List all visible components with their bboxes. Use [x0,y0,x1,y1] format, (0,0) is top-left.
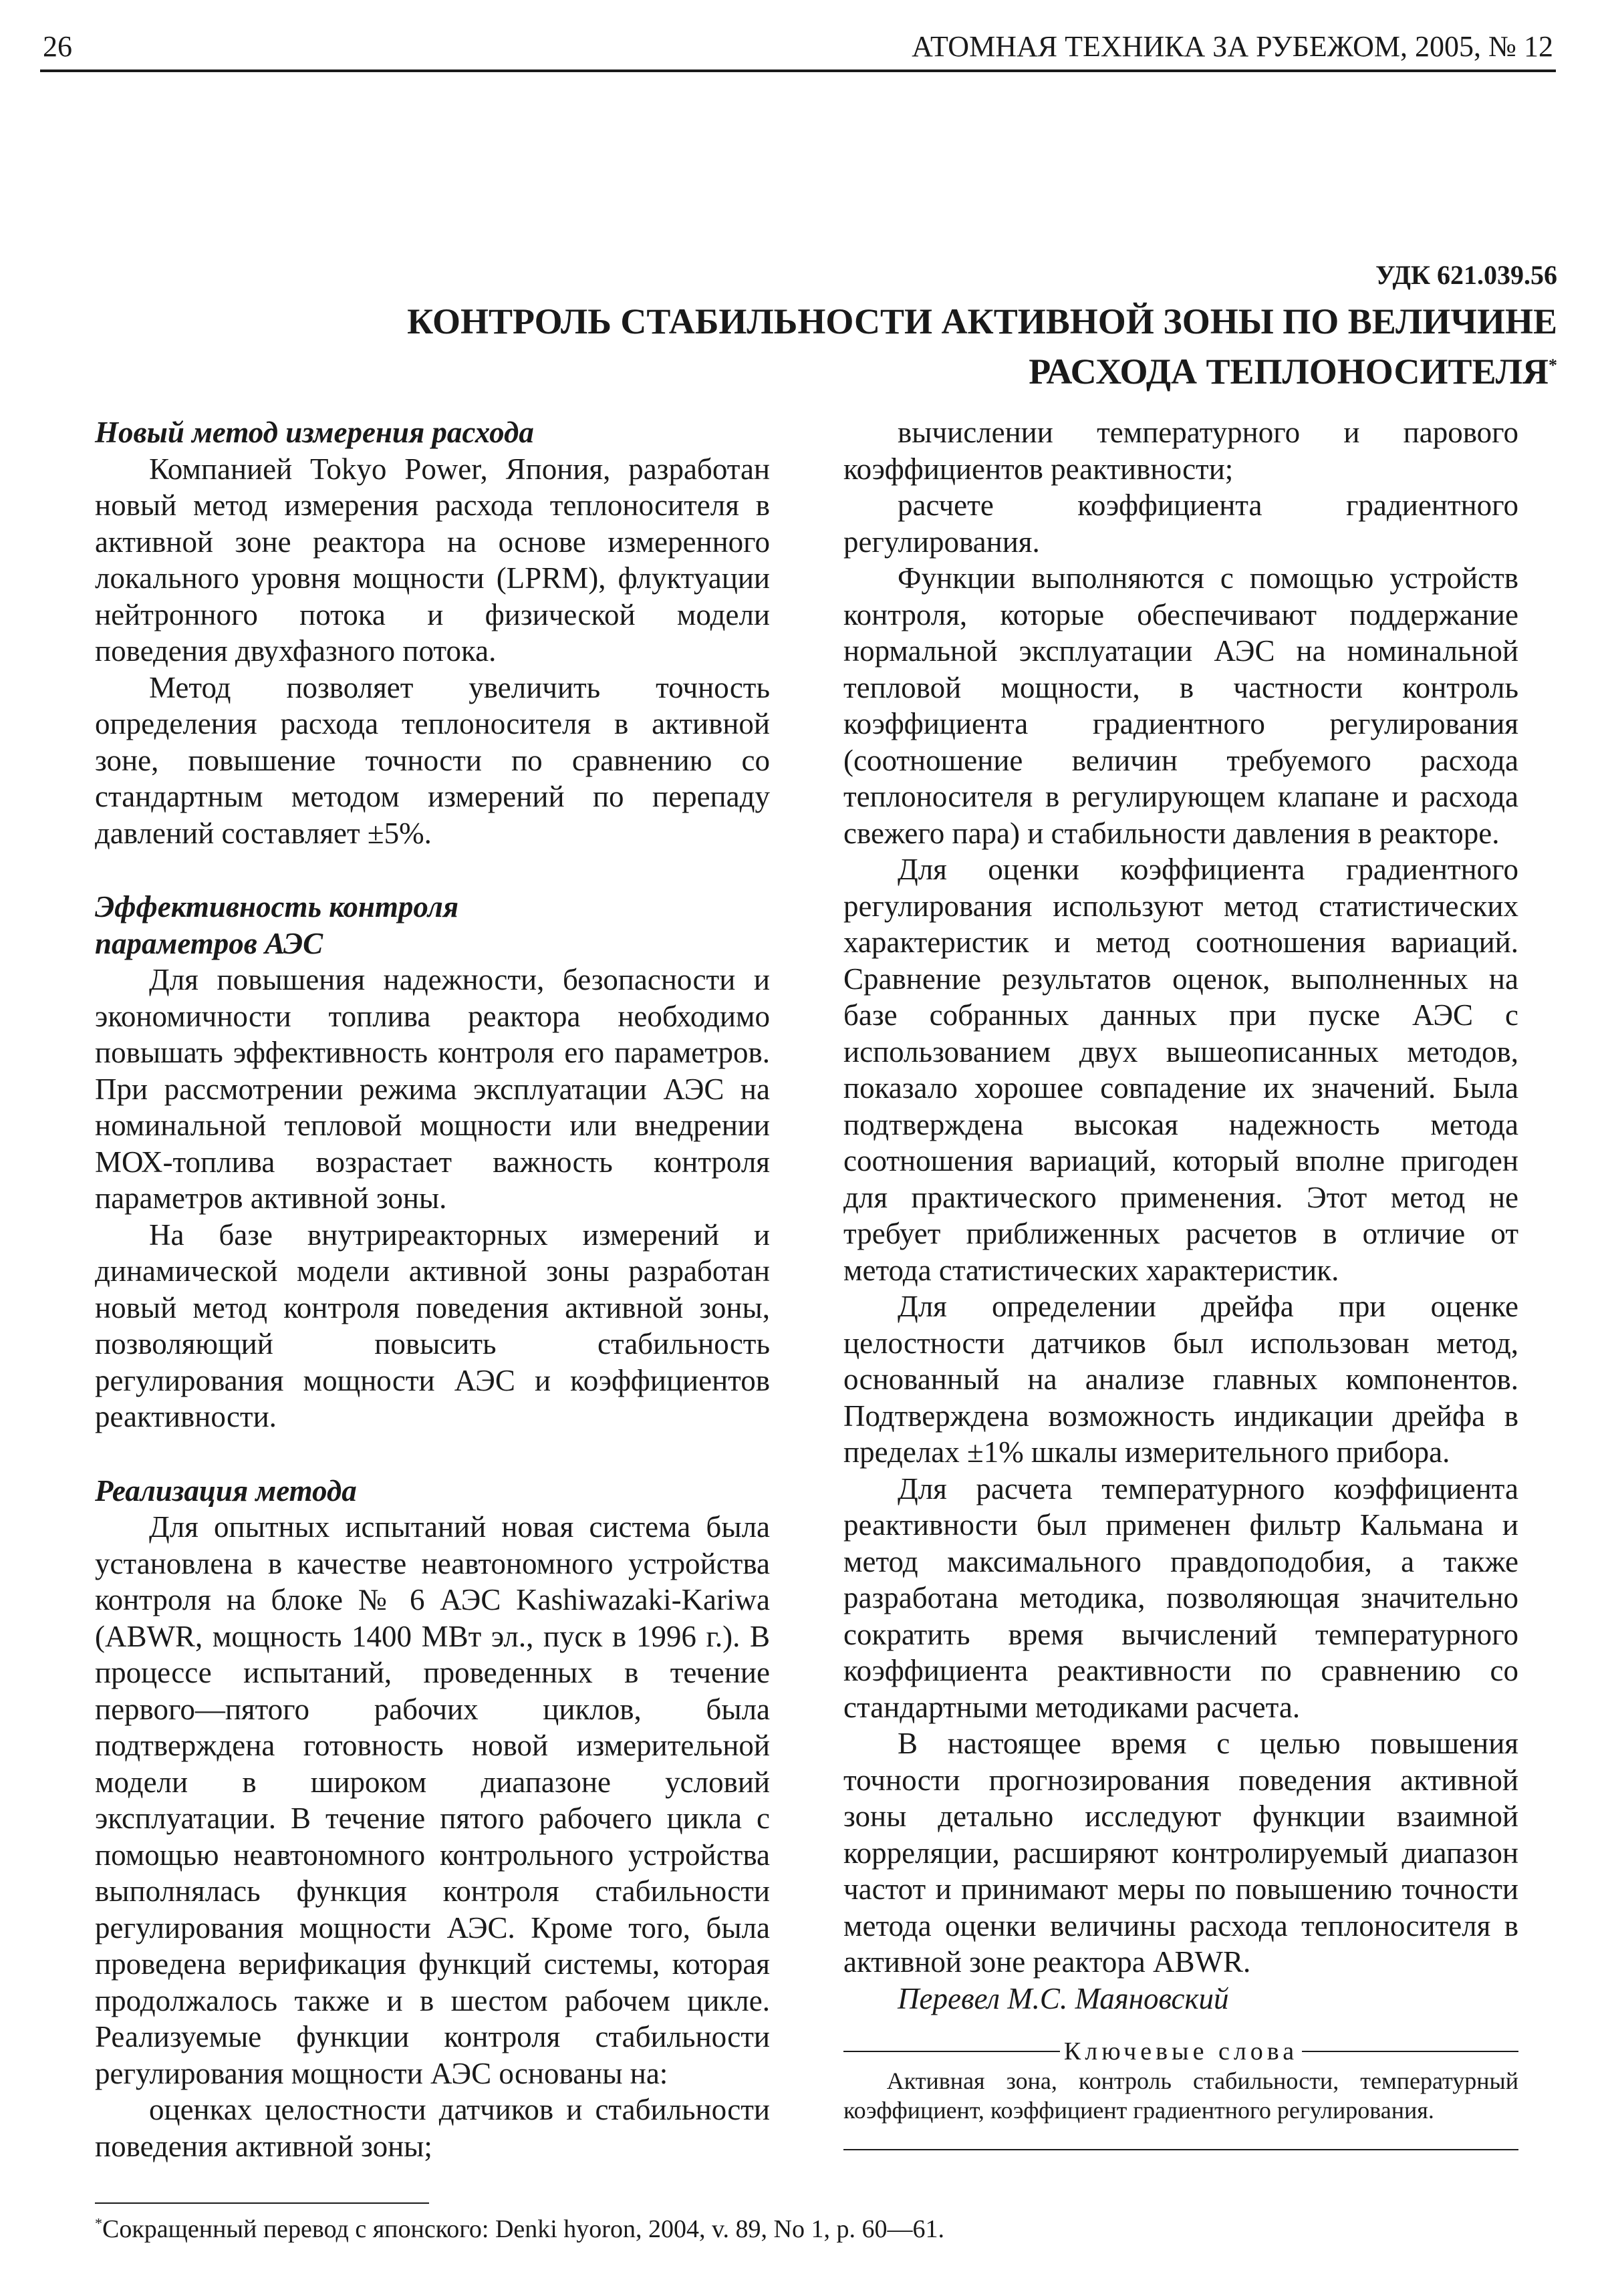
udk-code: УДК 621.039.56 [1375,260,1557,290]
footnote-text: Сокращенный перевод с японского: Denki hyoron, 2004, v. 89, No 1, p. 60—61. [102,2215,944,2243]
paragraph: Для повышения надежности, безопасности и экономичности топлива реактора необходимо повышать эффективность контроля его параметров. При рассмотрении режима эксплуатации АЭС на номинальной тепловой мощности или внедрении МОХ-топлива возрастает важность контроля параметров активной зоны. [95,963,770,1215]
page-number: 26 [43,30,72,63]
paragraph: расчете коэффициента градиентного регулирования. [843,488,1518,559]
keywords-label: Ключевые слова [1063,2037,1299,2065]
paragraph: вычислении температурного и парового коэффициентов реактивности; [843,416,1518,486]
journal-title: АТОМНАЯ ТЕХНИКА ЗА РУБЕЖОМ, 2005, № 12 [912,30,1553,63]
footnote-rule [95,2202,429,2204]
section-heading-efficiency-line-1: Эффективность контроля [95,890,459,923]
section-heading-implementation: Реализация метода [95,1473,357,1508]
section-heading-efficiency [95,889,770,962]
paragraph: Компанией Tokyo Power, Япония, разработан новый метод измерения расхода теплоносителя в активной зоне реактора на основе измеренного локального уровня мощности (LPRM), флуктуации нейтронного потока и физической модели поведения двухфазного потока. [95,452,770,668]
article-title [221,299,1557,394]
keywords-heading [843,2037,1518,2066]
paragraph: Для опытных испытаний новая система была установлена в качестве неавтономного устройства контроля на блоке № 6 АЭС Kashiwazaki-Kariwa (ABWR, мощность 1400 МВт эл., пуск в 1996 г.). В процессе испытаний, проведенных в течение первого—пятого рабочих циклов, была подтверждена готовность новой измерительной модели в широком диапазоне условий эксплуатации. В течение пятого рабочего цикла с помощью неавтономного контрольного устройства выполнялась функция контроля стабильности регулирования мощности АЭС. Кроме того, была проведена верификация функций системы, которая продолжалось также и в шестом рабочем цикле. Реализуемые функции контроля стабильности регулирования мощности АЭС основаны на: [95,1510,770,2090]
keywords-rule-left [843,2051,1060,2052]
left-column [95,414,770,2164]
paragraph: Функции выполняются с помощью устройств контроля, которые обеспечивают поддержание нормальной эксплуатации АЭС на номинальной тепловой мощности, в частности контроль коэффициента градиентного регулирования (соотношение величин требуемого расхода теплоносителя в регулирующем клапане и расхода свежего пара) и стабильности давления в реакторе. [843,561,1518,850]
paragraph: оценках целостности датчиков и стабильности поведения активной зоны; [95,2093,770,2163]
paragraph: Для расчета температурного коэффициента реактивности был применен фильтр Кальмана и метод максимального правдоподобия, а также разработана методика, позволяющая значительно сократить время вычислений температурного коэффициента реактивности по сравнению со стандартными методиками расчета. [843,1471,1518,1724]
paragraph: В настоящее время с целью повышения точности прогнозирования поведения активной зоны детально исследуют функции взаимной корреляции, расширяют контролируемый диапазон частот и принимают меры по повышению точности метода оценки величины расхода теплоносителя в активной зоне реактора ABWR. [843,1727,1518,1979]
keywords-bottom-rule [843,2149,1518,2150]
paragraph: Для оценки коэффициента градиентного регулирования используют метод статистических характеристик и метод соотношения вариаций. Сравнение результатов оценок, выполненных на базе собранных данных при пуске АЭС с использованием двух вышеописанных методов, показало хорошее совпадение их значений. Была подтверждена высокая надежность метода соотношения вариаций, который вполне пригоден для практического применения. Этот метод не требует приближенных расчетов в отличие от метода статистических характеристик. [843,853,1518,1287]
paragraph: Метод позволяет увеличить точность определения расхода теплоносителя в активной зоне, повышение точности по сравнению со стандартным методом измерений по перепаду давлений составляет ±5%. [95,670,770,850]
keywords-rule-right [1302,2051,1518,2052]
paragraph: Для определении дрейфа при оценке целостности датчиков был использован метод, основанный на анализе главных компонентов. Подтверждена возможность индикации дрейфа в пределах ±1% шкалы измерительного прибора. [843,1290,1518,1469]
translator-credit: Перевел М.С. Маяновский [898,1981,1229,2015]
paragraph: На базе внутриреакторных измерений и динамической модели активной зоны разработан новый метод контроля поведения активной зоны, позволяющий повысить стабильность регулирования мощности АЭС и коэффициентов реактивности. [95,1217,770,1433]
section-heading-efficiency-line-2: параметров АЭС [95,926,323,960]
keywords-list: Активная зона, контроль стабильности, температурный коэффициент, коэффициент градиентного регулирования. [843,2067,1518,2124]
running-header [40,29,1556,72]
title-line-2-text: РАСХОДА ТЕПЛОНОСИТЕЛЯ [1029,351,1549,392]
title-line-1: КОНТРОЛЬ СТАБИЛЬНОСТИ АКТИВНОЙ ЗОНЫ ПО ВЕЛИЧИНЕ [407,301,1557,341]
right-column [843,414,1518,2150]
section-heading-new-method: Новый метод измерения расхода [95,416,534,449]
footnote-mark: * [95,2214,102,2232]
title-line-2 [221,343,1557,394]
footnote [95,2214,944,2244]
title-footnote-mark: * [1549,355,1557,375]
